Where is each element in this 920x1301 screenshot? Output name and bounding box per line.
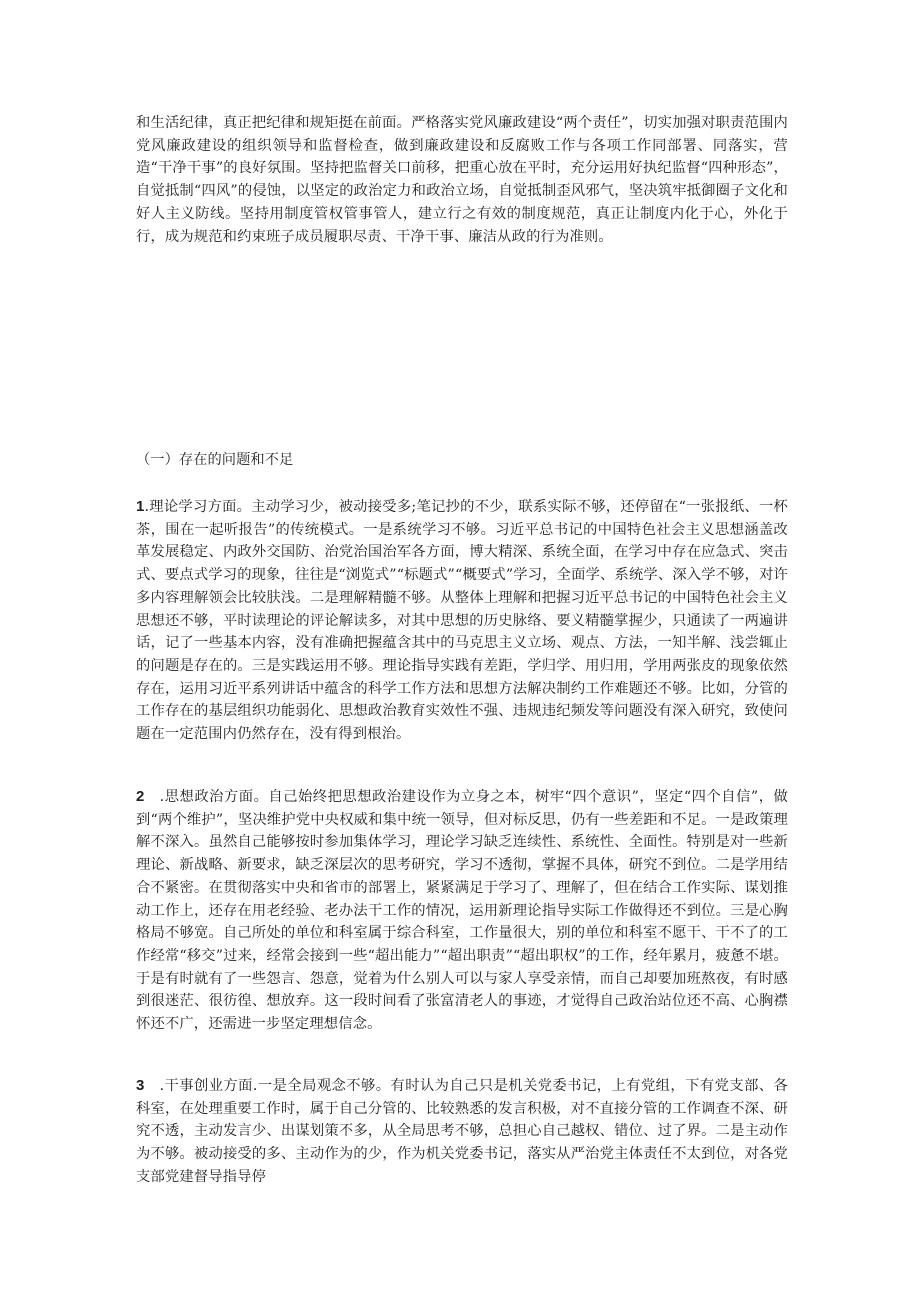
section-heading: （一）存在的问题和不足 [136,452,294,468]
item-text: .理论学习方面。主动学习少，被动接受多;笔记抄的不少，联系实际不够，还停留在“一张报纸、一杯茶，围在一起听报告”的传统模式。一是系统学习不够。习近平总书记的中国特色社会主义思想涵盖改革发展稳定、内政外交国防、治党治国治军各方面，博大精深、系统全面，在学习中存在应急式、突击式、要点式学习的现象，往往是“浏览式”“标题式”“概要式”学习，全面学、系统学、深入学不够，对许多内容理解领会比较肤浅。二是理解精髓不够。从整体上理解和把握习近平总书记的中国特色社会主义思想还不够，平时读理论的评论解读多，对其中思想的历史脉络、要义精髓掌握少，只通读了一两遍讲话，记了一些基本内容，没有准确把握蕴含其中的马克思主义立场、观点、方法，一知半解、浅尝辄止的问题是存在的。三是实践运用不够。理论指导实践有差距，学归学、用归用，学用两张皮的现象依然存在，运用习近平系列讲话中蕴含的科学工作方法和思想方法解决制约工作难题还不够。比如，分管的工作存在的基层组织功能弱化、思想政治教育实效性不强、违规违纪频发等问题没有深入研究，致使问题在一定范围内仍然存在，没有得到根治。 [136,499,788,743]
list-item [136,786,788,1036]
intro-paragraph: 和生活纪律，真正把纪律和规矩挺在前面。严格落实党风廉政建设“两个责任”，切实加强对职责范围内党风廉政建设的组织领导和监督检查，做到廉政建设和反腐败工作与各项工作同部署、同落实，营造“干净干事”的良好氛围。坚持把监督关口前移，把重心放在平时，充分运用好执纪监督“四种形态”，自觉抵制“四风”的侵蚀，以坚定的政治定力和政治立场，自觉抵制歪风邪气，坚决筑牢抵御圈子文化和好人主义防线。坚持用制度管权管事管人，建立行之有效的制度规范，真正让制度内化于心，外化于行，成为规范和约束班子成员履职尽责、干净干事、廉洁从政的行为准则。 [136,115,788,245]
item-text: .干事创业方面.一是全局观念不够。有时认为自己只是机关党委书记，上有党组，下有党支部、各科室，在处理重要工作时，属于自己分管的、比较熟悉的发言积极，对不直接分管的工作调查不深、研究不透，主动发言少、出谋划策不多，从全局思考不够，总担心自己越权、错位、过了界。二是主动作为不够。被动接受的多、主动作为的少，作为机关党委书记，落实从严治党主体责任不太到位，对各党支部党建督导指导停 [136,1078,788,1185]
list-item [136,496,788,746]
item-number: 2 [136,788,145,805]
item-text: .思想政治方面。自己始终把思想政治建设作为立身之本，树牢“四个意识”，坚定“四个自信”，做到“两个维护”，坚决维护党中央权威和集中统一领导，但对标反思，仍有一些差距和不足。一是政策理解不深入。虽然自己能够按时参加集体学习，理论学习缺乏连续性、系统性、全面性。特别是对一些新理论、新战略、新要求，缺乏深层次的思考研究，学习不透彻，掌握不具体，研究不到位。二是学用结合不紧密。在贯彻落实中央和省市的部署上，紧紧满足于学习了、理解了，但在结合工作实际、谋划推动工作上，还存在用老经验、老办法干工作的情况，运用新理论指导实际工作做得还不到位。三是心胸格局不够宽。自己所处的单位和科室属于综合科室，工作量很大，别的单位和科室不愿干、干不了的工作经常“移交”过来，经常会接到一些“超出能力”“超出职责”“超出职权”的工作，经年累月，疲惫不堪。于是有时就有了一些怨言、怨意，觉着为什么别人可以与家人享受亲情，而自己却要加班熬夜，有时感到很迷茫、很彷徨、想放弃。这一段时间看了张富清老人的事迹，才觉得自己政治站位还不高、心胸襟怀还不广，还需进一步坚定理想信念。 [136,789,788,1033]
item-number: 1 [136,498,145,515]
item-number: 3 [136,1077,145,1094]
list-item [136,1075,788,1189]
